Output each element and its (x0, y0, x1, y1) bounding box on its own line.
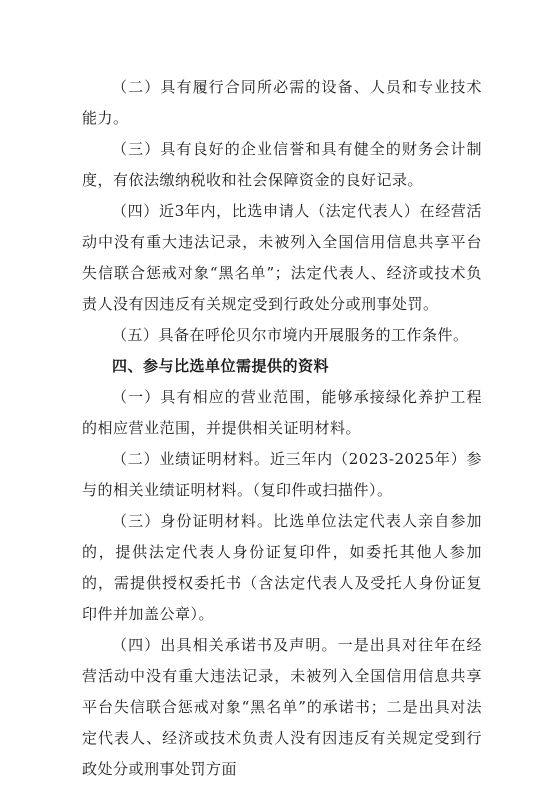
paragraph-commitment-statement: （四）出具相关承诺书及声明。一是出具对往年在经营活动中没有重大违法记录，未被列入全国信用信息共享平台失信联合惩戒对象“黑名单”的承诺书；二是出具对法定代表人、经济或技术负责人没有因违反有关规定受到行政处分或刑事处罚方面 (82, 636, 482, 778)
document-body (82, 72, 482, 785)
paragraph-performance-proof: （二）业绩证明材料。近三年内（2023-2025年）参与的相关业绩证明材料。（复印件或扫描件）。 (82, 450, 482, 499)
paragraph-no-violation-record: （四）近3年内，比选申请人（法定代表人）在经营活动中没有重大违法记录，未被列入全国信用信息共享平台失信联合惩戒对象“黑名单”；法定代表人、经济或技术负责人没有因违反有关规定受到行政处分或刑事处罚。 (82, 202, 482, 313)
paragraph-business-scope: （一）具有相应的营业范围，能够承接绿化养护工程的相应营业范围，并提供相关证明材料。 (82, 388, 482, 437)
paragraph-local-service-conditions: （五）具备在呼伦贝尔市境内开展服务的工作条件。 (112, 326, 469, 344)
paragraph-credit-finance: （三）具有良好的企业信誉和具有健全的财务会计制度，有依法缴纳税收和社会保障资金的良好记录。 (82, 140, 482, 189)
paragraph-identity-proof: （三）身份证明材料。比选单位法定代表人亲自参加的，提供法定代表人身份证复印件，如委托其他人参加的，需提供授权委托书（含法定代表人及受托人身份证复印件并加盖公章）。 (82, 512, 482, 623)
paragraph-equipment-capability: （二）具有履行合同所必需的设备、人员和专业技术能力。 (82, 78, 482, 127)
section-heading-required-materials: 四、参与比选单位需提供的资料 (112, 357, 330, 375)
